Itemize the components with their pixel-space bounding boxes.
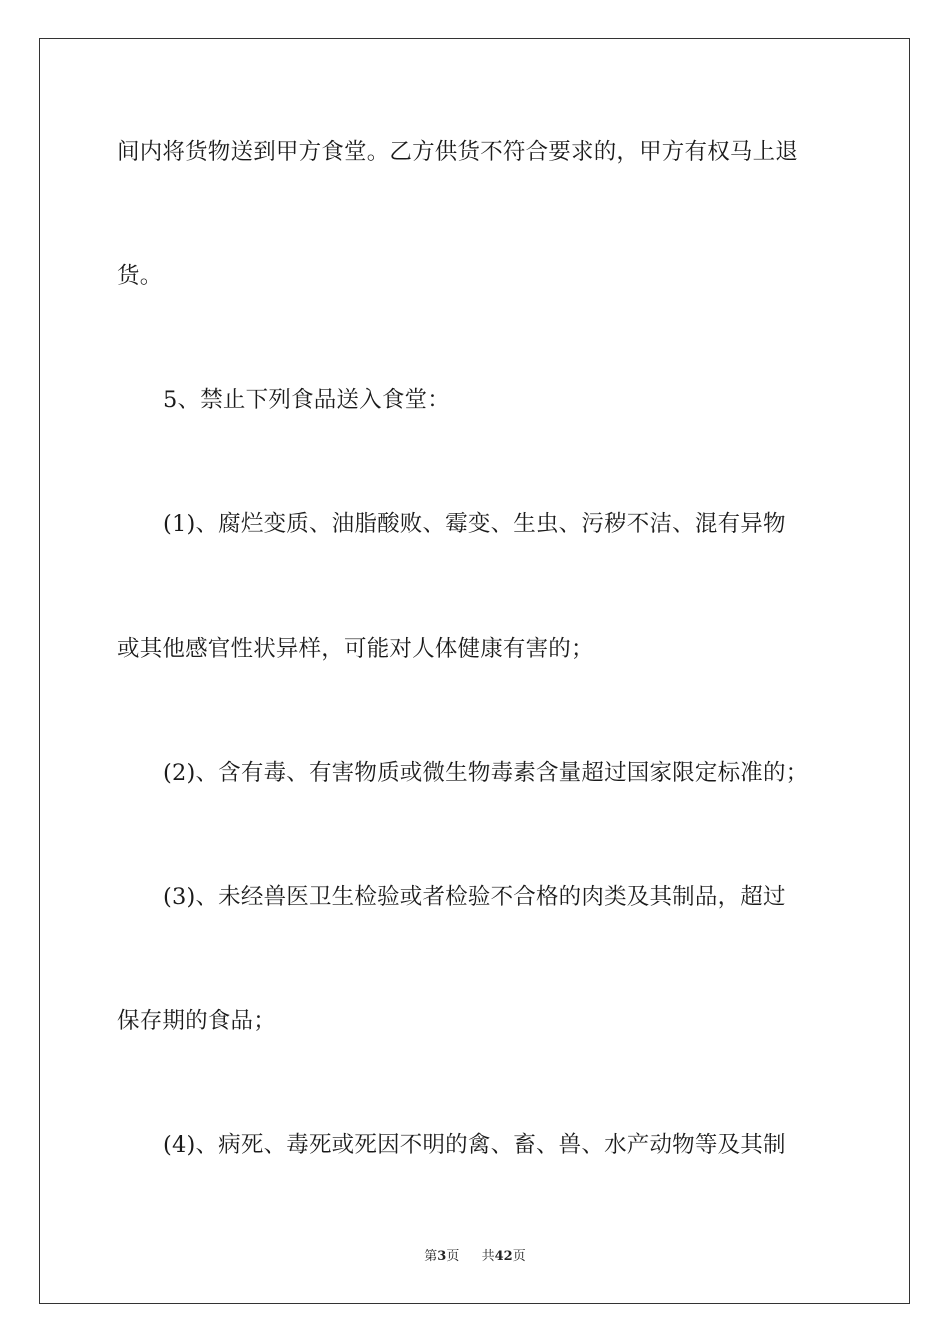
- list-item-2-line: (2)、含有毒、有害物质或微生物毒素含量超过国家限定标准的；: [163, 760, 809, 786]
- page-label: 第3页: [424, 1249, 460, 1264]
- paragraph-line: 间内将货物送到甲方食堂。乙方供货不符合要求的，甲方有权马上退: [117, 139, 799, 165]
- list-item-1-continuation: 或其他感官性状异样，可能对人体健康有害的；: [117, 636, 594, 662]
- page-number: 3: [437, 1249, 447, 1264]
- page-footer: [0, 1248, 950, 1266]
- total-pages: 42: [494, 1249, 513, 1264]
- total-pages-label: 共42页: [481, 1249, 526, 1264]
- page-border: [39, 38, 910, 1304]
- section-heading: 5、禁止下列食品送入食堂：: [163, 387, 450, 413]
- list-item-1-line: (1)、腐烂变质、油脂酸败、霉变、生虫、污秽不洁、混有异物: [163, 511, 786, 537]
- list-item-3-continuation: 保存期的食品；: [117, 1008, 276, 1034]
- list-item-4-line: (4)、病死、毒死或死因不明的禽、畜、兽、水产动物等及其制: [163, 1132, 786, 1158]
- paragraph-line: 货。: [117, 263, 163, 289]
- list-item-3-line: (3)、未经兽医卫生检验或者检验不合格的肉类及其制品，超过: [163, 884, 786, 910]
